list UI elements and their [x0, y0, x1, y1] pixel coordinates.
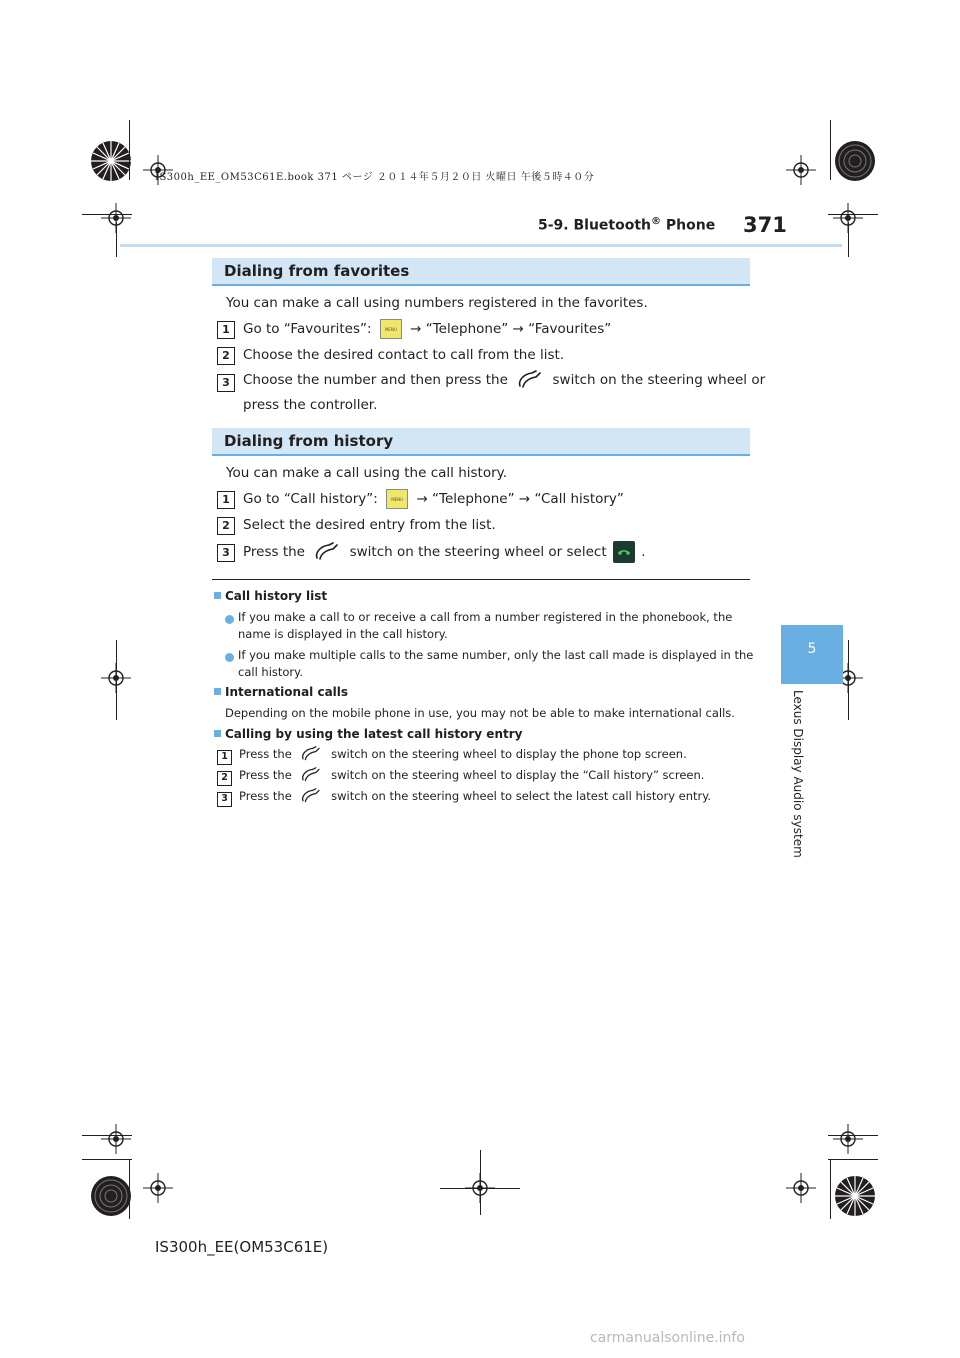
step-number: 2	[217, 771, 232, 786]
page-number: 371	[743, 213, 787, 237]
latest-step-1	[239, 746, 687, 762]
step-text-part: Go to “Favourites”:	[243, 321, 372, 337]
crop-line	[116, 640, 117, 720]
step-history-3	[243, 541, 646, 563]
note-text: Depending on the mobile phone in use, you may not be able to make international calls.	[225, 706, 735, 720]
crop-line	[129, 1159, 130, 1219]
circle-bullet-icon	[225, 653, 234, 662]
menu-icon: MENU	[380, 319, 402, 339]
step-history-1	[243, 489, 624, 509]
crop-line	[828, 1159, 878, 1160]
step-number: 1	[217, 491, 235, 509]
step-text-part: Choose the number and then press the	[243, 372, 508, 388]
step-number: 1	[217, 750, 232, 765]
phone-switch-icon	[299, 746, 323, 762]
crop-line	[440, 1188, 520, 1189]
crosshair-mark	[786, 155, 816, 185]
section-header-suffix: Phone	[661, 217, 716, 234]
note-bullet	[225, 650, 234, 664]
heading-favorites-text: Dialing from favorites	[224, 262, 410, 280]
step-text-part: Press the	[243, 544, 305, 560]
crosshair-mark	[101, 1124, 131, 1154]
step-favorites-1	[243, 319, 611, 339]
phone-switch-icon	[299, 788, 323, 804]
latest-step-2	[239, 767, 704, 783]
step-text-part: switch on the steering wheel to display the phone top screen.	[331, 747, 687, 761]
heading-favorites	[212, 258, 750, 286]
crop-line	[82, 1159, 132, 1160]
step-number: 3	[217, 792, 232, 807]
step-favorites-3	[243, 370, 765, 390]
chapter-title: Lexus Display Audio system	[791, 690, 805, 858]
step-history-2: Select the desired entry from the list.	[243, 517, 496, 533]
note-title-international	[214, 685, 348, 699]
square-bullet-icon	[214, 592, 221, 599]
crop-line	[830, 1159, 831, 1219]
note-title-latest	[214, 727, 522, 741]
menu-icon: MENU	[386, 489, 408, 509]
footer-manual-code: IS300h_EE(OM53C61E)	[155, 1238, 329, 1256]
step-text-part: switch on the steering wheel to display the “Call history” screen.	[331, 768, 705, 782]
step-text-part: Go to “Call history”:	[243, 491, 378, 507]
note-title-text: Call history list	[225, 589, 328, 603]
step-text-part: switch on the steering wheel to select the latest call history entry.	[331, 789, 712, 803]
registered-mark: ®	[651, 216, 662, 227]
step-number: 2	[217, 517, 235, 535]
watermark: carmanualsonline.info	[590, 1330, 745, 1346]
square-bullet-icon	[214, 730, 221, 737]
starburst-mark-bottom-right	[834, 1175, 876, 1217]
phone-switch-icon	[516, 370, 544, 390]
step-number: 2	[217, 347, 235, 365]
note-text: name is displayed in the call history.	[238, 627, 448, 641]
header-rule	[120, 244, 842, 247]
step-text-part: → “Telephone” → “Call history”	[416, 491, 624, 507]
book-info-line: IS300h_EE_OM53C61E.book 371 ページ ２０１４年５月２０日 火曜日 午後５時４０分	[155, 172, 595, 183]
step-text-part: switch on the steering wheel or select	[349, 544, 607, 560]
call-button-icon	[613, 541, 635, 563]
crosshair-mark	[143, 1173, 173, 1203]
notes-divider	[212, 579, 750, 580]
step-text-part: .	[641, 544, 646, 560]
section-header-prefix: 5-9. Bluetooth	[538, 217, 652, 234]
square-bullet-icon	[214, 688, 221, 695]
heading-history	[212, 428, 750, 456]
step-text-part: Press the	[239, 747, 292, 761]
intro-favorites: You can make a call using numbers registered in the favorites.	[226, 295, 648, 311]
step-text-part: Press the	[239, 789, 292, 803]
note-bullet	[225, 612, 234, 626]
crop-line	[828, 1135, 878, 1136]
note-text: call history.	[238, 665, 303, 679]
step-text-part: Press the	[239, 768, 292, 782]
phone-switch-icon	[313, 542, 341, 562]
starburst-mark-bottom-left	[90, 1175, 132, 1217]
crop-line	[848, 222, 849, 257]
crop-line	[830, 120, 831, 180]
section-header	[538, 216, 715, 234]
crosshair-mark	[833, 1124, 863, 1154]
step-favorites-2: Choose the desired contact to call from the list.	[243, 347, 565, 363]
note-title-text: Calling by using the latest call history entry	[225, 727, 523, 741]
step-favorites-3-continued: press the controller.	[243, 397, 378, 413]
crop-line	[828, 214, 878, 215]
crop-line	[82, 214, 132, 215]
starburst-mark-top-left	[90, 140, 132, 182]
note-text: If you make a call to or receive a call from a number registered in the phonebook, the	[238, 610, 733, 624]
note-text: If you make multiple calls to the same number, only the last call made is displayed in the	[238, 648, 754, 662]
step-text-part: → “Telephone” → “Favourites”	[410, 321, 612, 337]
crop-line	[848, 640, 849, 720]
step-number: 3	[217, 374, 235, 392]
phone-switch-icon	[299, 767, 323, 783]
crop-line	[129, 120, 130, 180]
crop-line	[82, 1135, 132, 1136]
starburst-mark-top-right	[834, 140, 876, 182]
circle-bullet-icon	[225, 615, 234, 624]
crosshair-mark	[786, 1173, 816, 1203]
heading-history-text: Dialing from history	[224, 432, 394, 450]
intro-history: You can make a call using the call history.	[226, 465, 508, 481]
note-title-text: International calls	[225, 685, 349, 699]
step-number: 3	[217, 544, 235, 562]
step-number: 1	[217, 321, 235, 339]
crop-line	[480, 1150, 481, 1215]
chapter-tab: 5	[781, 625, 843, 684]
crop-line	[116, 222, 117, 257]
note-title-call-history-list	[214, 589, 327, 603]
latest-step-3	[239, 788, 711, 804]
step-text-part: switch on the steering wheel or	[552, 372, 766, 388]
